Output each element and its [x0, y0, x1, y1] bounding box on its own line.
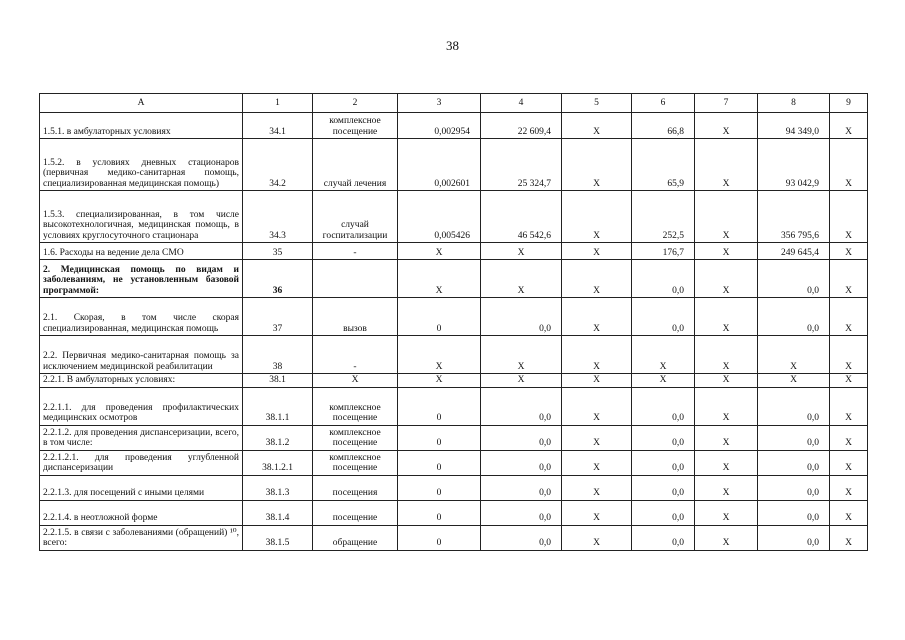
table-cell: комплексное посещение: [313, 387, 398, 425]
table-cell: вызов: [313, 298, 398, 336]
table-cell: Х: [830, 450, 868, 475]
table-cell: Х: [562, 113, 632, 139]
table-cell: 0,0: [758, 450, 830, 475]
row-label: 2.2.1.5. в связи с заболеваниями (обращений) ¹⁰, всего:: [40, 525, 243, 550]
table-cell: Х: [695, 191, 758, 243]
table-cell: Х: [398, 243, 481, 260]
table-cell: 0,0: [758, 387, 830, 425]
table-cell: Х: [562, 525, 632, 550]
table-cell: Х: [758, 374, 830, 388]
table-cell: 38.1.3: [243, 475, 313, 500]
table-row: [40, 374, 868, 388]
table-cell: Х: [562, 500, 632, 525]
column-header-9: 9: [830, 94, 868, 113]
table-row: [40, 425, 868, 450]
column-header-1: 1: [243, 94, 313, 113]
table-cell: 65,9: [632, 139, 695, 191]
row-label: 2.2.1.4. в неотложной форме: [40, 500, 243, 525]
table-cell: -: [313, 243, 398, 260]
table-cell: Х: [830, 113, 868, 139]
table-cell: Х: [313, 374, 398, 388]
row-label: 2.2.1.3. для посещений с иными целями: [40, 475, 243, 500]
table-row: [40, 500, 868, 525]
table-cell: 0,0: [481, 450, 562, 475]
table-cell: 0,002601: [398, 139, 481, 191]
table-cell: 66,8: [632, 113, 695, 139]
table-row: [40, 336, 868, 374]
table-cell: 0,0: [481, 298, 562, 336]
table-cell: 249 645,4: [758, 243, 830, 260]
column-header-6: 6: [632, 94, 695, 113]
column-header-4: 4: [481, 94, 562, 113]
table-cell: Х: [695, 374, 758, 388]
table-cell: 35: [243, 243, 313, 260]
table-cell: Х: [398, 260, 481, 298]
table-row: [40, 298, 868, 336]
table-cell: Х: [562, 374, 632, 388]
table-cell: Х: [481, 374, 562, 388]
table-cell: Х: [695, 298, 758, 336]
row-label: 2.2.1.2.1. для проведения углубленной диспансеризации: [40, 450, 243, 475]
table-cell: 0,0: [632, 260, 695, 298]
table-cell: Х: [695, 387, 758, 425]
table-cell: -: [313, 336, 398, 374]
table-row: [40, 260, 868, 298]
table-row: [40, 113, 868, 139]
table-cell: 38.1.2.1: [243, 450, 313, 475]
row-label: 2.2. Первичная медико-санитарная помощь за исключением медицинской реабилитации: [40, 336, 243, 374]
table-cell: 22 609,4: [481, 113, 562, 139]
table-cell: Х: [695, 113, 758, 139]
table-cell: Х: [830, 260, 868, 298]
table-cell: Х: [562, 139, 632, 191]
table-row: [40, 475, 868, 500]
row-label: 1.5.3. специализированная, в том числе высокотехнологичная, медицинская помощь, в условиях круглосуточного стационара: [40, 191, 243, 243]
table-cell: 93 042,9: [758, 139, 830, 191]
table-cell: обращение: [313, 525, 398, 550]
table-cell: 0,0: [632, 387, 695, 425]
table-cell: случай лечения: [313, 139, 398, 191]
table-cell: 356 795,6: [758, 191, 830, 243]
row-label: 2.2.1.1. для проведения профилактических медицинских осмотров: [40, 387, 243, 425]
table-cell: Х: [481, 336, 562, 374]
table-cell: 38.1.1: [243, 387, 313, 425]
table-cell: 0,0: [632, 475, 695, 500]
table-cell: посещение: [313, 500, 398, 525]
table-cell: Х: [398, 336, 481, 374]
table-cell: Х: [562, 243, 632, 260]
header-row: [40, 94, 868, 113]
budget-table: [39, 93, 868, 551]
table-cell: 0,0: [758, 525, 830, 550]
column-header-5: 5: [562, 94, 632, 113]
row-label: 1.5.1. в амбулаторных условиях: [40, 113, 243, 139]
table-cell: Х: [562, 191, 632, 243]
table-cell: 38.1.4: [243, 500, 313, 525]
column-header-3: 3: [398, 94, 481, 113]
table-cell: Х: [830, 500, 868, 525]
table-cell: 0: [398, 525, 481, 550]
table-cell: Х: [830, 298, 868, 336]
table-cell: Х: [695, 450, 758, 475]
table-cell: 0,0: [632, 425, 695, 450]
table-cell: Х: [695, 139, 758, 191]
row-label: 2. Медицинская помощь по видам и заболеваниям, не установленным базовой программой:: [40, 260, 243, 298]
table-cell: Х: [562, 450, 632, 475]
table-cell: 38.1.2: [243, 425, 313, 450]
table-cell: 94 349,0: [758, 113, 830, 139]
row-label: 1.5.2. в условиях дневных стационаров (первичная медико-санитарная помощь, специализированная медицинская помощь): [40, 139, 243, 191]
table-row: [40, 450, 868, 475]
table-cell: 176,7: [632, 243, 695, 260]
table-cell: 46 542,6: [481, 191, 562, 243]
table-cell: Х: [562, 387, 632, 425]
table-cell: 34.3: [243, 191, 313, 243]
table-cell: Х: [695, 243, 758, 260]
table-cell: Х: [562, 298, 632, 336]
table-body: [40, 113, 868, 551]
table-row: [40, 191, 868, 243]
table-cell: Х: [562, 425, 632, 450]
table-cell: Х: [562, 336, 632, 374]
table-cell: Х: [830, 336, 868, 374]
table-cell: Х: [830, 191, 868, 243]
table-cell: 38.1: [243, 374, 313, 388]
table-cell: 0,0: [632, 298, 695, 336]
table-cell: Х: [830, 243, 868, 260]
column-header-8: 8: [758, 94, 830, 113]
table-cell: Х: [830, 387, 868, 425]
table-cell: 25 324,7: [481, 139, 562, 191]
table-cell: Х: [562, 475, 632, 500]
table-cell: 0,0: [481, 387, 562, 425]
table-cell: 0: [398, 450, 481, 475]
table-cell: 0,0: [481, 500, 562, 525]
table-cell: Х: [830, 425, 868, 450]
table-cell: Х: [830, 475, 868, 500]
table-row: [40, 243, 868, 260]
table-cell: 0,0: [632, 450, 695, 475]
table-cell: Х: [830, 525, 868, 550]
row-label: 2.2.1.2. для проведения диспансеризации, всего, в том числе:: [40, 425, 243, 450]
column-header-0: А: [40, 94, 243, 113]
table-cell: Х: [695, 525, 758, 550]
table-cell: 0: [398, 500, 481, 525]
table-cell: Х: [632, 374, 695, 388]
table-cell: 0,0: [758, 500, 830, 525]
table-cell: 34.1: [243, 113, 313, 139]
table-row: [40, 525, 868, 550]
table-cell: 0: [398, 425, 481, 450]
table-cell: 38: [243, 336, 313, 374]
row-label: 1.6. Расходы на ведение дела СМО: [40, 243, 243, 260]
row-label: 2.1. Скорая, в том числе скорая специализированная, медицинская помощь: [40, 298, 243, 336]
table-cell: 0,0: [481, 525, 562, 550]
table-cell: Х: [695, 425, 758, 450]
table-cell: комплексное посещение: [313, 113, 398, 139]
table-cell: комплексное посещение: [313, 425, 398, 450]
table-cell: 0,002954: [398, 113, 481, 139]
table-row: [40, 387, 868, 425]
table-cell: Х: [632, 336, 695, 374]
column-header-2: 2: [313, 94, 398, 113]
table-cell: 252,5: [632, 191, 695, 243]
table-cell: 0,0: [632, 525, 695, 550]
table-cell: 0,0: [758, 298, 830, 336]
table-cell: 0,005426: [398, 191, 481, 243]
table-cell: Х: [695, 500, 758, 525]
table-cell: 0,0: [758, 475, 830, 500]
table-cell: 0,0: [481, 425, 562, 450]
table-cell: 0,0: [481, 475, 562, 500]
table-row: [40, 139, 868, 191]
table-cell: [313, 260, 398, 298]
table-cell: 36: [243, 260, 313, 298]
column-header-7: 7: [695, 94, 758, 113]
table-cell: посещения: [313, 475, 398, 500]
table-cell: 38.1.5: [243, 525, 313, 550]
table-cell: Х: [695, 336, 758, 374]
table-cell: Х: [758, 336, 830, 374]
table-cell: Х: [481, 243, 562, 260]
table-cell: 0: [398, 387, 481, 425]
row-label: 2.2.1. В амбулаторных условиях:: [40, 374, 243, 388]
table-cell: 0,0: [758, 260, 830, 298]
table-cell: комплексное посещение: [313, 450, 398, 475]
table-cell: Х: [481, 260, 562, 298]
table-cell: Х: [695, 475, 758, 500]
table-cell: 0: [398, 298, 481, 336]
table-cell: Х: [830, 374, 868, 388]
table-cell: Х: [398, 374, 481, 388]
table-cell: 0: [398, 475, 481, 500]
table-cell: Х: [830, 139, 868, 191]
table-cell: 37: [243, 298, 313, 336]
table-cell: 0,0: [632, 500, 695, 525]
table-cell: 34.2: [243, 139, 313, 191]
table-cell: Х: [562, 260, 632, 298]
table-cell: 0,0: [758, 425, 830, 450]
table-cell: случай госпитализации: [313, 191, 398, 243]
table-cell: Х: [695, 260, 758, 298]
page-number: 38: [446, 38, 459, 53]
